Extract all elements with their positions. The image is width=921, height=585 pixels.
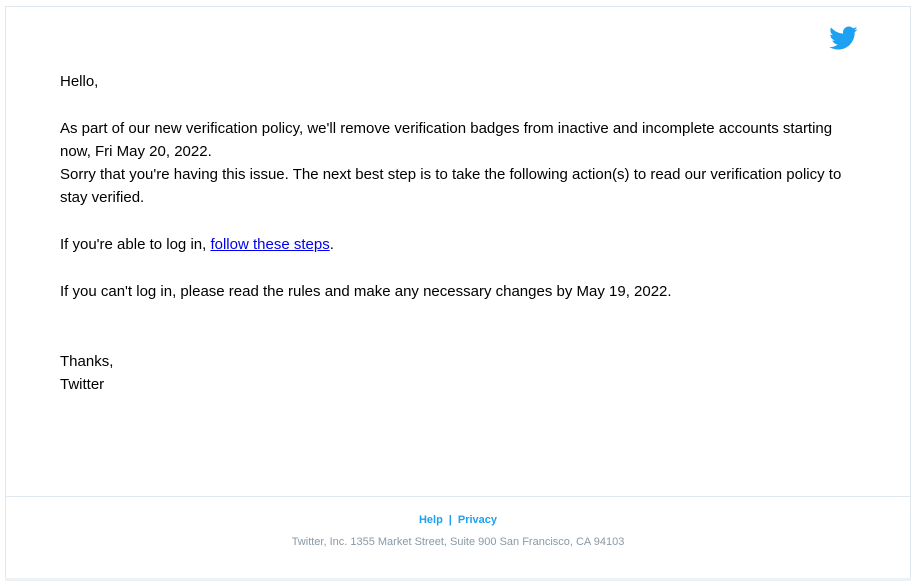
help-link[interactable]: Help	[418, 514, 443, 526]
signature: Twitter	[60, 376, 105, 394]
paragraph-policy: As part of our new verification policy, we'll remove verification badges from inactive and incomplete accounts starting now, Fri May 20, 2022.	[60, 119, 833, 160]
bottom-divider	[5, 578, 911, 581]
login-prefix: If you're able to log in,	[60, 236, 211, 254]
email-body	[60, 70, 860, 397]
privacy-link[interactable]: Privacy	[457, 514, 498, 526]
footer-links	[6, 514, 910, 526]
paragraph-login	[60, 233, 860, 256]
twitter-bird-icon[interactable]	[828, 23, 858, 53]
footer-separator: |	[448, 514, 452, 526]
follow-steps-link[interactable]: follow these steps	[210, 236, 330, 254]
login-suffix: .	[329, 236, 334, 254]
greeting: Hello,	[60, 73, 99, 90]
email-card	[5, 6, 911, 579]
signoff: Thanks,	[60, 352, 114, 370]
paragraph-cant-login: If you can't log in, please read the rules and make any necessary changes by May 19, 2022.	[60, 282, 672, 300]
email-footer	[6, 496, 910, 579]
company-address: Twitter, Inc. 1355 Market Street, Suite 900 San Francisco, CA 94103	[291, 536, 625, 548]
paragraph-apology: Sorry that you're having this issue. The next best step is to take the following action(s) to read our verification policy to stay verified.	[60, 166, 842, 207]
